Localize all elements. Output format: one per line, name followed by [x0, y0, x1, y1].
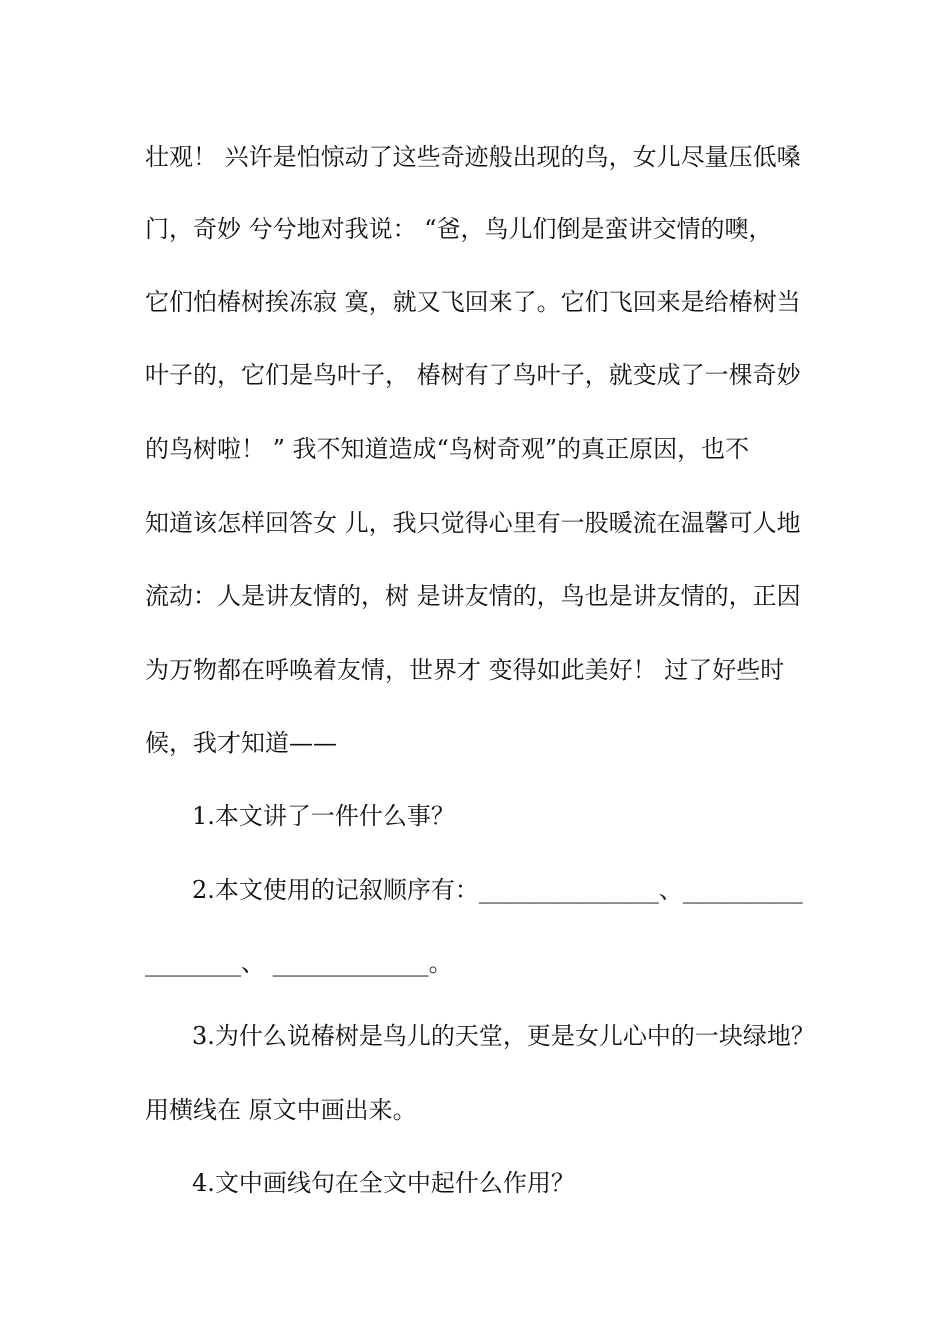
passage-line: 的鸟树啦！ ” 我不知道造成“鸟树奇观”的真正原因，也不 — [145, 435, 750, 463]
question-3-line-2: 用横线在 原文中画出来。 — [145, 1096, 417, 1124]
question-2-line-2: ________、 _____________。 — [145, 949, 453, 977]
question-4: 4.文中画线句在全文中起什么作用？ — [192, 1169, 575, 1197]
passage-line: 候，我才知道—— — [145, 729, 337, 757]
passage-line: 为万物都在呼唤着友情，世界才 变得如此美好！ 过了好些时 — [145, 656, 785, 684]
question-3-line-1: 3.为什么说椿树是鸟儿的天堂，更是女儿心中的一块绿地？ — [192, 1022, 815, 1050]
passage-line: 叶子的，它们是鸟叶子， 椿树有了鸟叶子，就变成了一棵奇妙 — [145, 361, 801, 389]
passage-line: 知道该怎样回答女 儿，我只觉得心里有一股暖流在温馨可人地 — [145, 509, 801, 537]
passage-line: 门，奇妙 兮兮地对我说： “爸，鸟儿们倒是蛮讲交情的噢， — [145, 215, 773, 243]
question-2-line-1: 2.本文使用的记叙顺序有：_______________、__________ — [192, 876, 803, 904]
question-1: 1.本文讲了一件什么事？ — [192, 802, 455, 830]
passage-line: 它们怕椿树挨冻寂 寞，就又飞回来了。它们飞回来是给椿树当 — [145, 288, 801, 316]
passage-line: 流动：人是讲友情的，树 是讲友情的，鸟也是讲友情的，正因 — [145, 582, 801, 610]
passage-line: 壮观！ 兴许是怕惊动了这些奇迹般出现的鸟，女儿尽量压低嗓 — [145, 143, 801, 171]
